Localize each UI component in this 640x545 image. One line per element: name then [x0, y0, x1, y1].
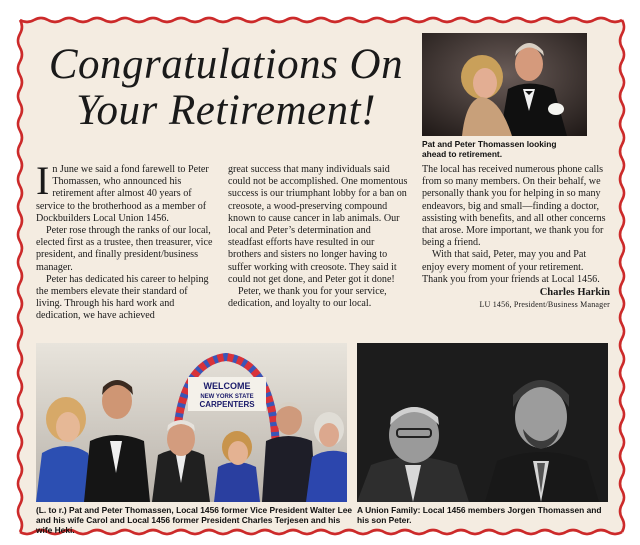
group-photo-caption: (L. to r.) Pat and Peter Thomassen, Local 1456 former Vice President Walter Lee and his wife Carol and Local 1456 former President Charles Terjesen and his wife Heki. — [36, 505, 353, 535]
title-line-1: Congratulations On — [48, 41, 404, 88]
banner-state-text: NEW YORK STATE — [200, 394, 254, 400]
top-photo-caption: Pat and Peter Thomassen looking ahead to retirement. — [422, 139, 557, 159]
col1-paragraph-2: Peter rose through the ranks of our local, elected first as a trustee, then treasurer, vice president, and finally president/business manager. — [36, 225, 213, 273]
col3-paragraph-1: The local has received numerous phone calls from so many members. On their behalf, we personally thank you for helping in so many endeavors, big and small—finding a doctor, assisting with benefits, and all other concerns that arose. More important, we thank you for being a friend. — [422, 164, 606, 249]
col1-paragraph-3: Peter has dedicated his career to helping the members elevate their standard of living. Through his hard work and dedication, we have achieved — [36, 273, 209, 322]
article-column-2 — [228, 164, 408, 310]
page-title — [36, 42, 416, 134]
col2-paragraph-1: great success that many individuals said could not be accomplished. One momentous success is our triumphant lobby for a ban on creosote, a wood-preserving compound known to cause cancer in lab animals. Our local and Peter’s determination and steadfast efforts have resulted in our brothers and sisters no longer having to suffer working with creosote. They said it could not get done, and Peter got it done! — [228, 164, 408, 285]
banner-welcome-text: WELCOME — [203, 381, 251, 391]
family-photo-caption: A Union Family: Local 1456 members Jorgen Thomassen and his son Peter. — [357, 505, 602, 525]
group-photo — [36, 343, 347, 502]
col1-paragraph-1: n June we said a fond farewell to Peter Thomassen, who announced his retirement after almost 40 years of service to the brotherhood as a member of Dockbuilders Local Union 1456. — [36, 164, 209, 224]
col3-paragraph-2: With that said, Peter, may you and Pat enjoy every moment of your retirement. Thank you from your friends at Local 1456. — [422, 249, 600, 285]
title-line-2: Your Retirement! — [76, 87, 376, 134]
couple-dancing-photo — [422, 33, 587, 136]
col2-paragraph-2: Peter, we thank you for your service, dedication, and loyalty to our local. — [228, 286, 387, 310]
drop-cap: I — [36, 158, 50, 203]
family-photo — [357, 343, 608, 502]
signature-name: Charles Harkin — [539, 287, 610, 299]
signature-title: LU 1456, President/Business Manager — [479, 300, 610, 310]
article-column-1 — [36, 158, 216, 323]
article-column-3 — [422, 164, 610, 311]
banner-carpenters-text: CARPENTERS — [199, 400, 255, 409]
